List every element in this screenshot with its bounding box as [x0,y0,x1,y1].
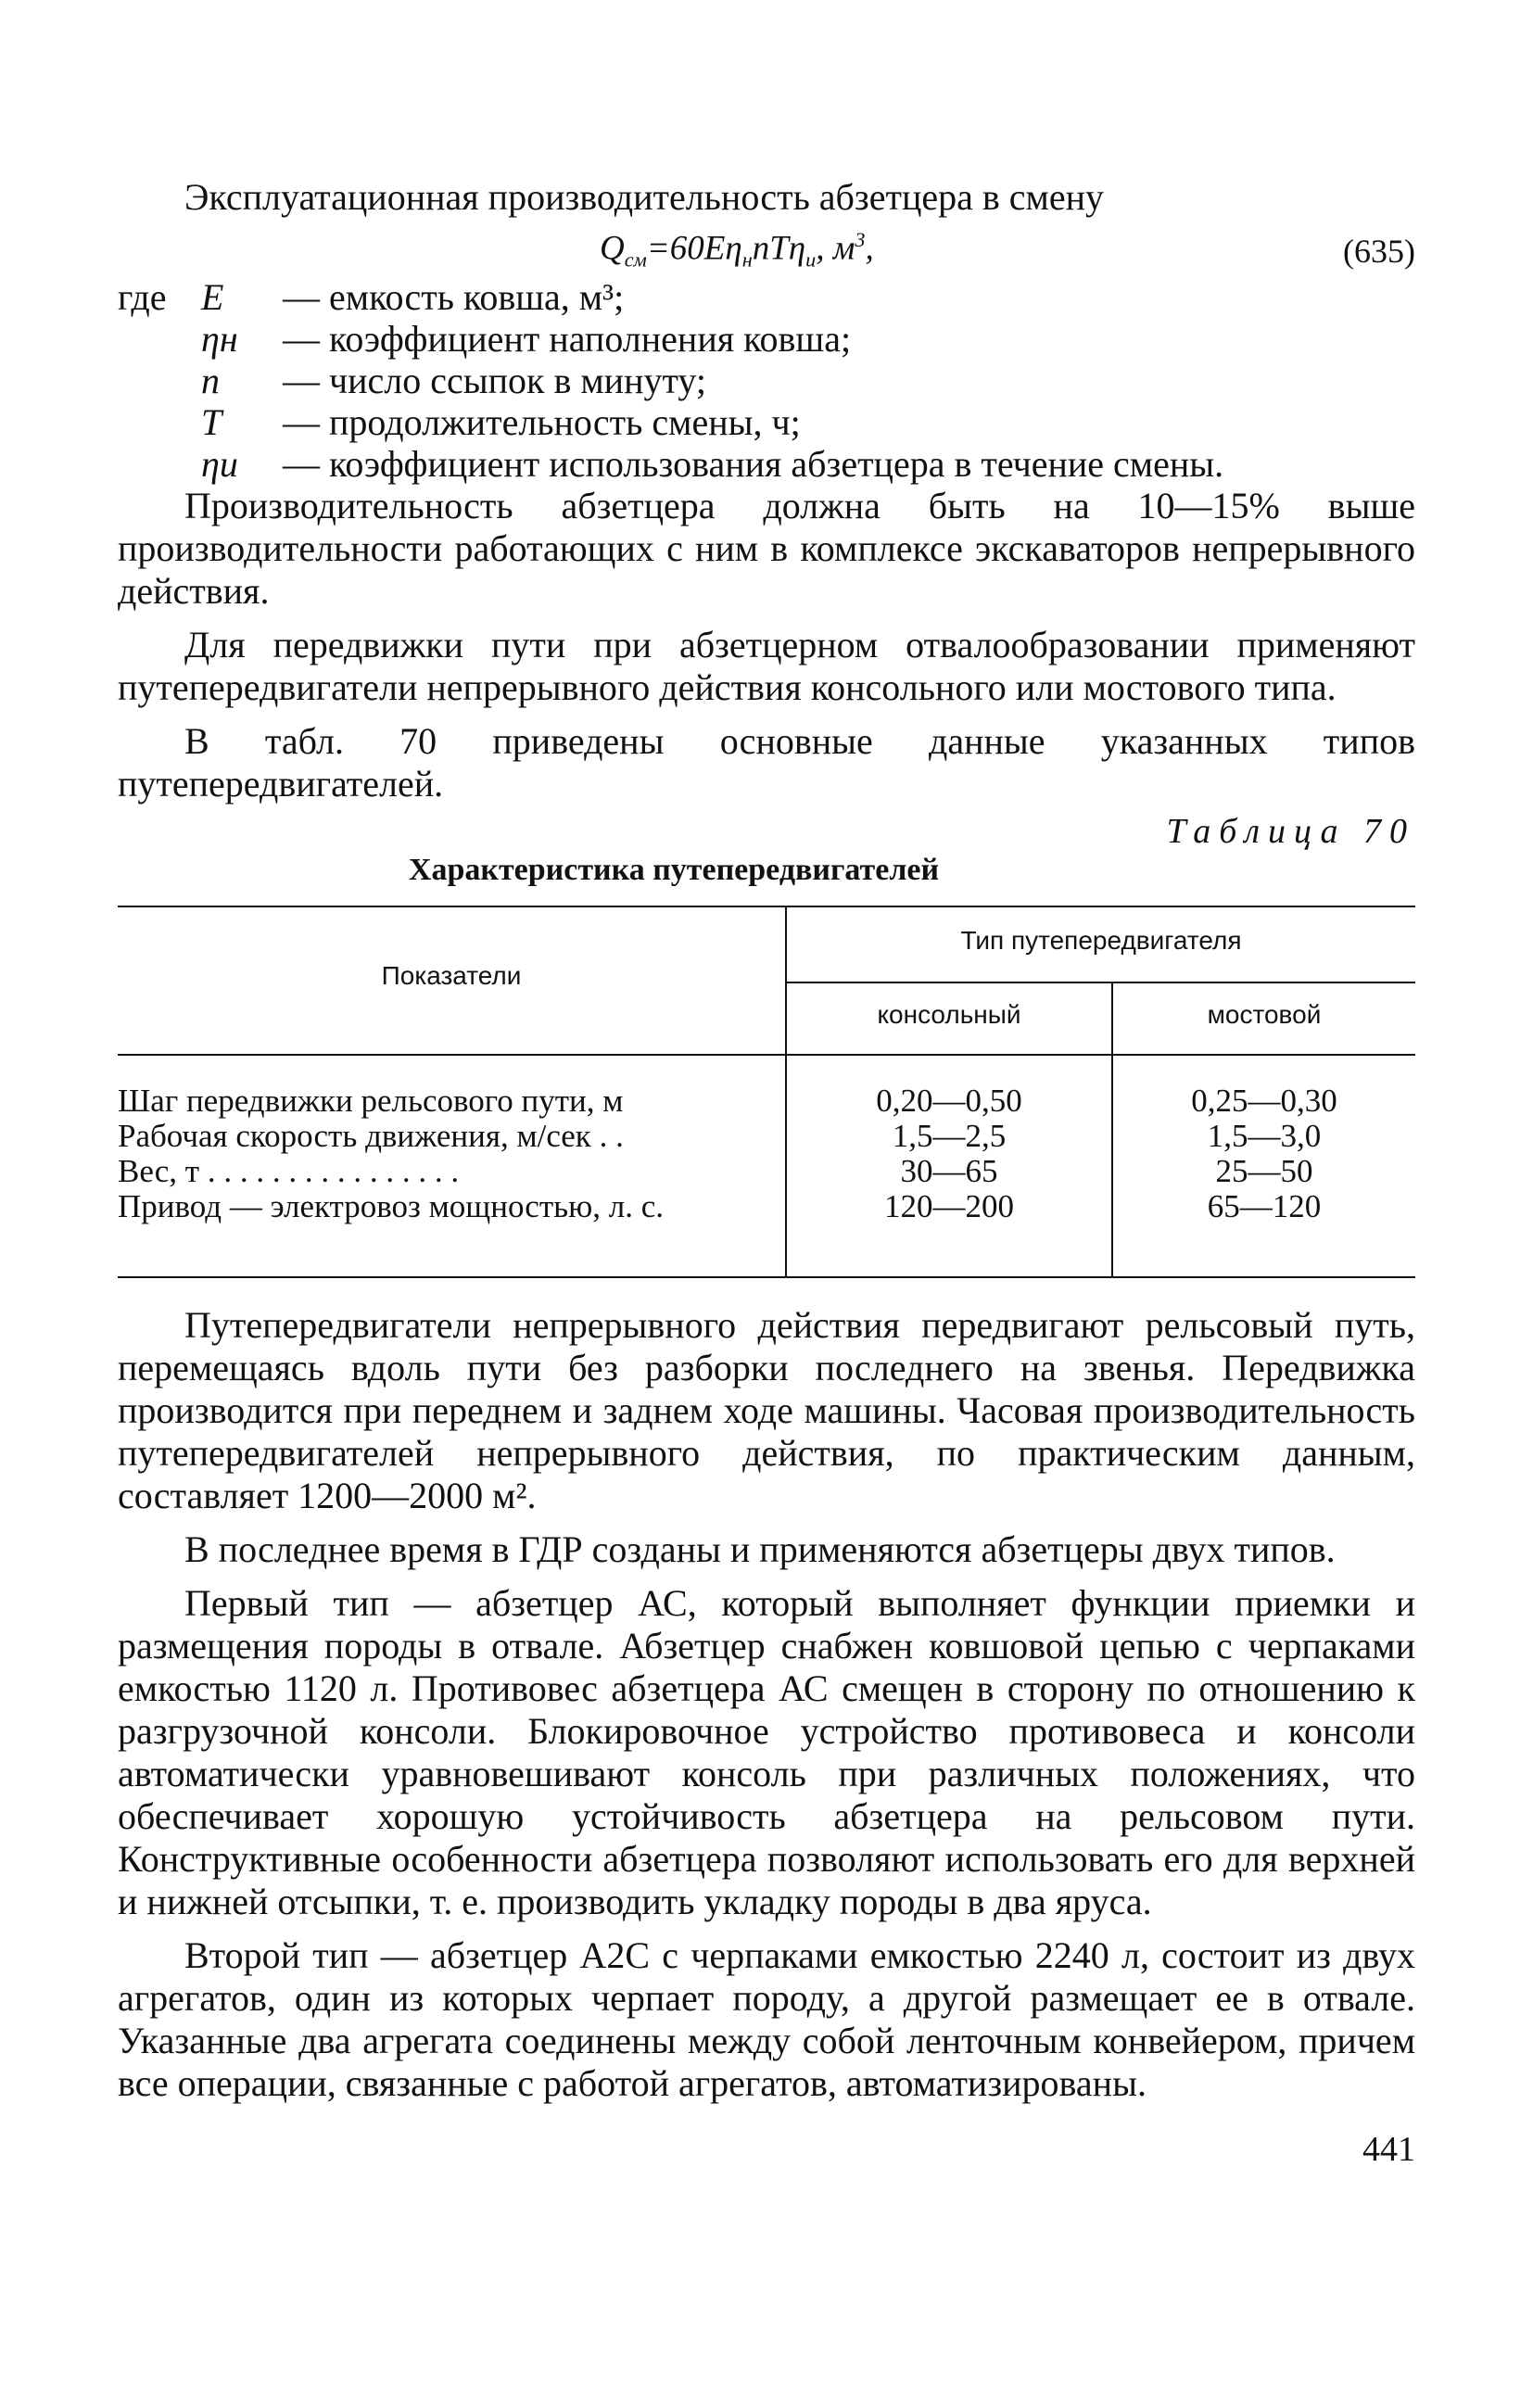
table-cell: 30—65 [900,1153,998,1189]
table-label: Таблица 70 [1166,812,1415,851]
paragraph: Путепередвигатели непрерывного действия передвигают рельсовый путь, перемещаясь вдоль пути без разборки последнего на звенья. Передвижка производится при переднем и заднем ходе машины. Часовая производительность путепередвигателей непрерывного действия, по практическим данным, составляет 1200—2000 м². [118,1304,1415,1516]
page-content [118,176,1415,2179]
definition-item: T — продолжительность смены, ч; [201,401,801,443]
definition-item: где E — емкость ковша, м³; [118,276,625,318]
page-number: 441 [1362,2130,1415,2169]
definition-item: ηн — коэффициент наполнения ковша; [201,318,852,360]
table-row-label: Вес, т . . . . . . . . . . . . . . . . [118,1153,460,1189]
table-title: Характеристика путепередвигателей [408,853,940,887]
table-cell: 0,20—0,50 [876,1083,1022,1119]
table-row-label: Привод — электровоз мощностью, л. с. [118,1188,665,1224]
table-cell: 1,5—3,0 [1207,1118,1322,1154]
formula-number: (635) [1343,233,1415,270]
formula-row [118,222,1415,276]
paragraph: Второй тип — абзетцер А2С с черпаками емкостью 2240 л, состоит из двух агрегатов, один из которых черпает породу, а другой размещает ее в отвале. Указанные два агрегата соединены между собой ленточным конвейером, причем все операции, связанные с работой агрегатов, автоматизированы. [118,1934,1415,2104]
table-cell: 1,5—2,5 [892,1118,1007,1154]
formula: $Q_{см}=60E\eta_нnT\eta_и$, $м^3$, [600,228,874,272]
table-cell: 65—120 [1207,1188,1322,1224]
table-row-label: Рабочая скорость движения, м/сек . . [118,1118,624,1154]
header-console: консольный [877,1000,1021,1029]
paragraph: Первый тип — абзетцер АС, который выполняет функции приемки и размещения породы в отвале. Абзетцер снабжен ковшовой цепью с черпаками емкостью 1120 л. Противовес абзетцера АС смещен в сторону по отношению к разгрузочной консоли. Блокировочное устройство противовеса и консоли автоматически уравновешивают консоль при различных положениях, что обеспечивает хорошую устойчивость абзетцера на рельсовом пути. Конструктивные особенности абзетцера позволяют использовать его для верхней и нижней отсыпки, т. е. производить укладку породы в два яруса. [118,1582,1415,1922]
paragraph: Производительность абзетцера должна быть на 10—15% выше производительности работающих с ним в комплексе экскаваторов непрерывного действия. [118,485,1415,612]
definition-item: n — число ссыпок в минуту; [201,360,707,401]
header-type-group: Тип путепередвигателя [960,926,1242,955]
table-cell: 120—200 [884,1188,1014,1224]
definition-item: ηи — коэффициент использования абзетцера в течение смены. [201,443,1224,485]
paragraph: В табл. 70 приведены основные данные указанных типов путепередвигателей. [118,720,1415,805]
table-row-label: Шаг передвижки рельсового пути, м [118,1083,624,1119]
header-bridge: мостовой [1207,1000,1322,1029]
paragraph: Для передвижки пути при абзетцерном отвалообразовании применяют путепередвигатели непрерывного действия консольного или мостового типа. [118,624,1415,708]
table-cell: 25—50 [1215,1153,1313,1189]
data-table [118,906,1415,1278]
header-indicators: Показатели [381,961,522,990]
intro-paragraph: Эксплуатационная производительность абзетцера в смену [184,176,1104,218]
paragraph: В последнее время в ГДР созданы и применяются абзетцеры двух типов. [184,1528,1336,1570]
table-cell: 0,25—0,30 [1191,1083,1337,1119]
